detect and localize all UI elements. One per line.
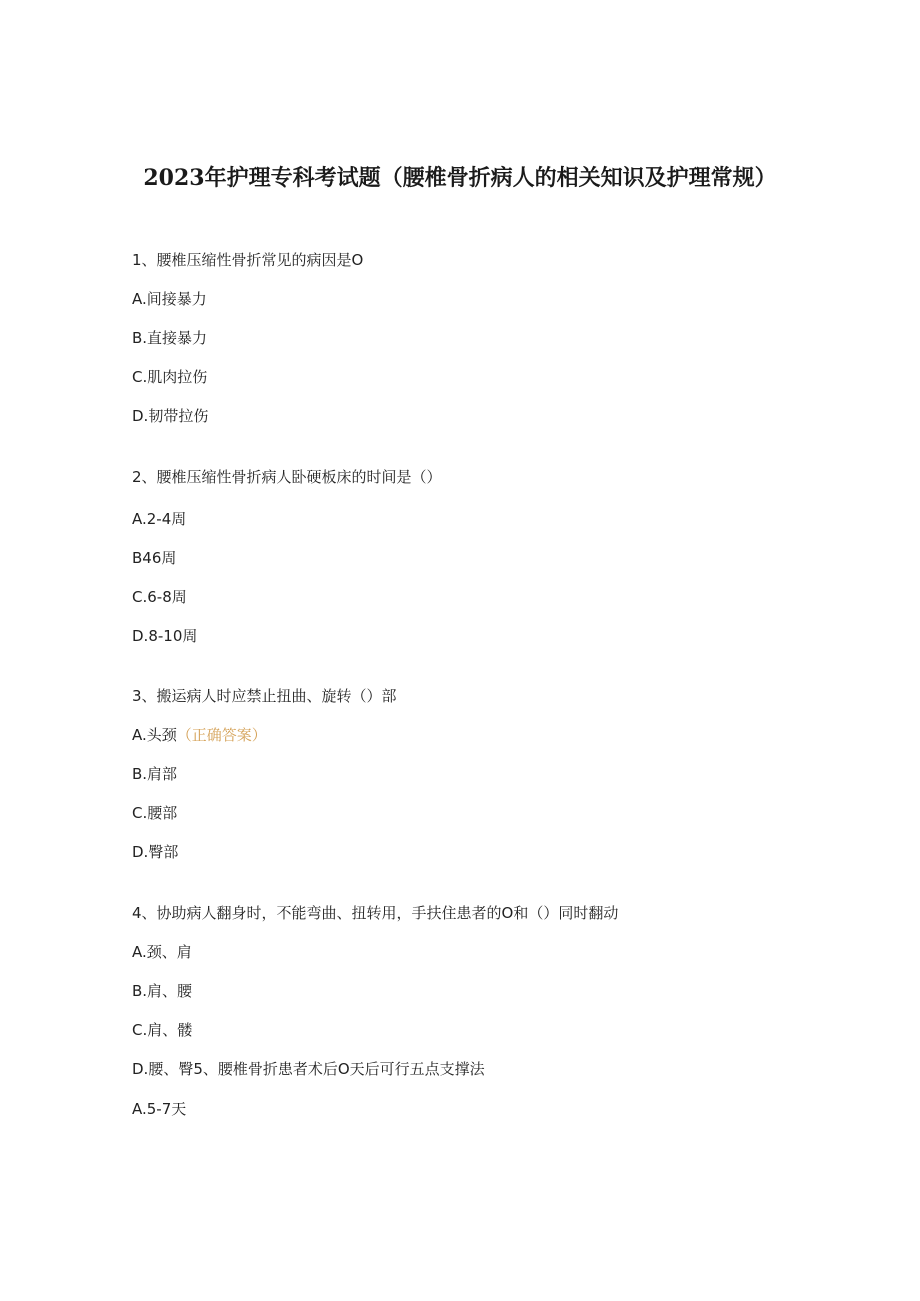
option-3d: D.臀部 [132,843,179,861]
option-3b: B.肩部 [132,765,178,783]
option-3a-text: A.头颈 [132,726,177,744]
option-3a [132,725,267,745]
option-4c: C.肩、髅 [132,1021,193,1039]
option-2d: D.8-10周 [132,627,198,645]
correct-answer-note: （正确答案） [176,726,267,744]
option-5a: A.5-7天 [132,1100,187,1118]
option-4b: B.肩、腰 [132,982,193,1000]
option-3c: C.腰部 [132,804,178,822]
option-4d-question-5: D.腰、臀5、腰椎骨折患者术后O天后可行五点支撑法 [132,1060,485,1078]
option-1b: B.直接暴力 [132,329,208,347]
option-2c: C.6-8周 [132,588,187,606]
option-1d: D.韧带拉伤 [132,407,209,425]
option-4a: A.颈、肩 [132,943,192,961]
page-title: 2023年护理专科考试题（腰椎骨折病人的相关知识及护理常规） [143,165,777,191]
option-1a: A.间接暴力 [132,290,207,308]
option-1c: C.肌肉拉伤 [132,368,208,386]
option-2a: A.2-4周 [132,510,187,528]
question-3: 3、搬运病人时应禁止扭曲、旋转（）部 [132,687,397,705]
question-2: 2、腰椎压缩性骨折病人卧硬板床的时间是（） [132,468,442,486]
question-1: 1、腰椎压缩性骨折常见的病因是O [132,251,364,269]
question-4: 4、协助病人翻身时，不能弯曲、扭转用，手扶住患者的O和（）同时翻动 [132,904,619,922]
option-2b: B46周 [132,549,177,567]
